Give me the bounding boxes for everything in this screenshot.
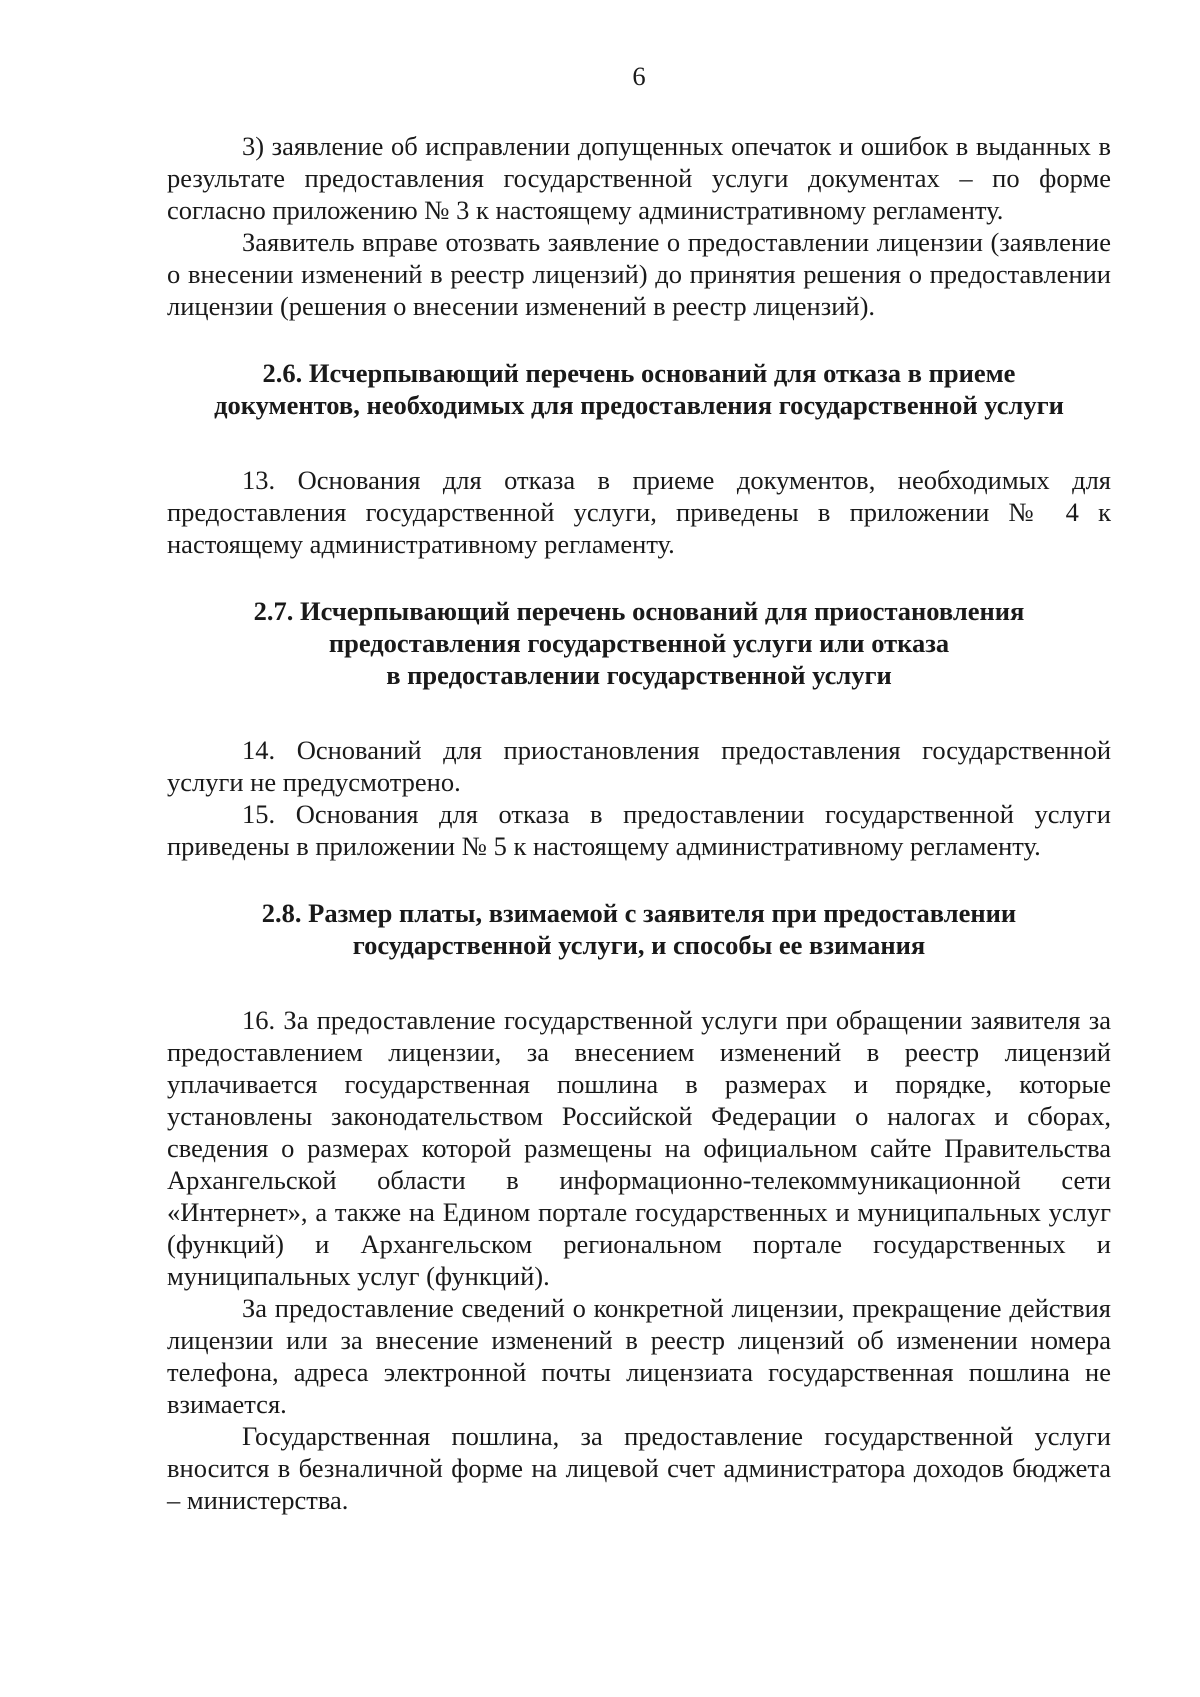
section-heading-2-7 xyxy=(167,595,1111,691)
spacer xyxy=(167,961,1111,1004)
spacer xyxy=(167,691,1111,734)
spacer xyxy=(167,862,1111,897)
spacer xyxy=(167,560,1111,595)
heading-line: предоставления государственной услуги или отказа xyxy=(328,628,950,658)
paragraph-item-3: 3) заявление об исправлении допущенных опечаток и ошибок в выданных в результате предоставления государственной услуги документах – по форме согласно приложению № 3 к настоящему административному регламенту. xyxy=(167,131,1111,225)
heading-line: документов, необходимых для предоставления государственной услуги xyxy=(214,390,1064,420)
page-number: 6 xyxy=(632,61,646,91)
heading-line: государственной услуги, и способы ее взимания xyxy=(352,930,926,960)
spacer xyxy=(167,322,1111,357)
heading-line: 2.6. Исчерпывающий перечень оснований для отказа в приеме xyxy=(262,358,1016,388)
paragraph-fee-payment: Государственная пошлина, за предоставление государственной услуги вносится в безналичной форме на лицевой счет администратора доходов бюджета – министерства. xyxy=(167,1421,1111,1515)
paragraph-15: 15. Основания для отказа в предоставлении государственной услуги приведены в приложении № 5 к настоящему административному регламенту. xyxy=(167,799,1111,861)
heading-line: 2.8. Размер платы, взимаемой с заявителя при предоставлении xyxy=(261,898,1017,928)
paragraph-withdrawal: Заявитель вправе отозвать заявление о предоставлении лицензии (заявление о внесении изменений в реестр лицензий) до принятия решения о предоставлении лицензии (решения о внесении изменений в реестр лицензий). xyxy=(167,227,1111,321)
paragraph-16: 16. За предоставление государственной услуги при обращении заявителя за предоставлением лицензии, за внесением изменений в реестр лицензий уплачивается государственная пошлина в размерах и порядке, которые установлены законодательством Российской Федерации о налогах и сборах, сведения о размерах которой размещены на официальном сайте Правительства Архангельской области в информационно-телекоммуникационной сети «Интернет», а также на Едином портале государственных и муниципальных услуг (функций) и Архангельском региональном портале государственных и муниципальных услуг (функций). xyxy=(167,1005,1111,1291)
section-heading-2-6 xyxy=(167,357,1111,421)
paragraph-14: 14. Оснований для приостановления предоставления государственной услуги не предусмотрено. xyxy=(167,735,1111,797)
paragraph-fee-exemption: За предоставление сведений о конкретной лицензии, прекращение действия лицензии или за внесение изменений в реестр лицензий об изменении номера телефона, адреса электронной почты лицензиата государственная пошлина не взимается. xyxy=(167,1293,1111,1419)
heading-line: в предоставлении государственной услуги xyxy=(386,660,892,690)
section-heading-2-8 xyxy=(167,897,1111,961)
spacer xyxy=(167,421,1111,464)
heading-line: 2.7. Исчерпывающий перечень оснований для приостановления xyxy=(253,596,1025,626)
paragraph-13: 13. Основания для отказа в приеме документов, необходимых для предоставления государственной услуги, приведены в приложении № 4 к настоящему административному регламенту. xyxy=(167,465,1111,559)
